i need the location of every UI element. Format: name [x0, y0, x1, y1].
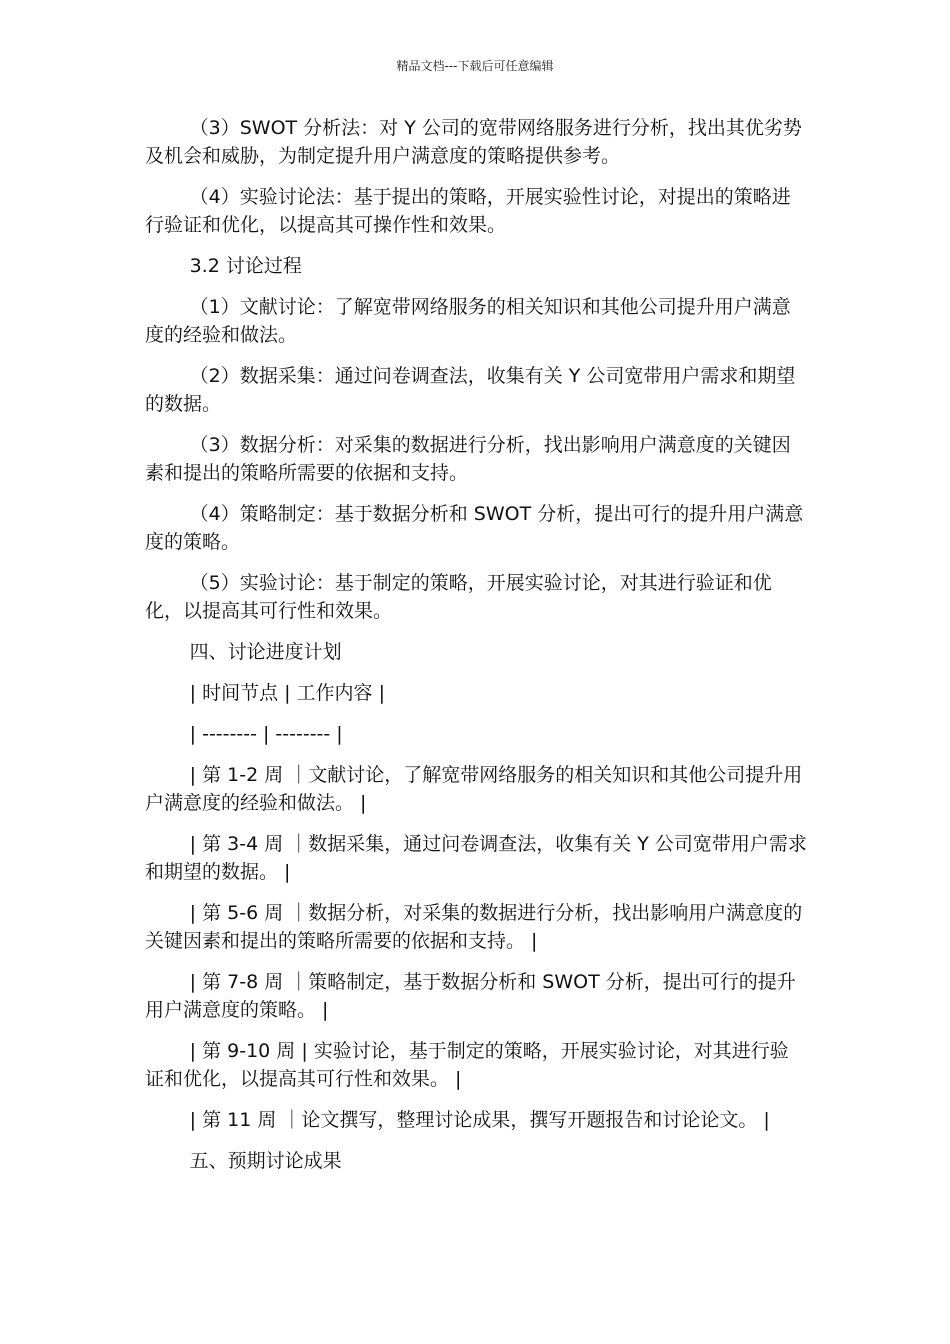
section-heading-3-2: 3.2 讨论过程 [189, 255, 302, 277]
paragraph-data-analysis: （3）数据分析：对采集的数据进行分析，找出影响用户满意度的关键因素和提出的策略所需要的依据和支持。 [145, 434, 791, 484]
paragraph-experiment-method: （4）实验讨论法：基于提出的策略，开展实验性讨论，对提出的策略进行验证和优化，以提高其可操作性和效果。 [145, 186, 791, 236]
table-row: | 第 3-4 周 ｜数据采集，通过问卷调查法，收集有关 Y 公司宽带用户需求和期望的数据。 | [145, 833, 807, 883]
paragraph-experiment: （5）实验讨论：基于制定的策略，开展实验讨论，对其进行验证和优化，以提高其可行性和效果。 [145, 572, 772, 622]
table-row: | 第 1-2 周 ｜文献讨论，了解宽带网络服务的相关知识和其他公司提升用户满意度的经验和做法。 | [145, 764, 803, 814]
section-heading-5: 五、预期讨论成果 [189, 1150, 342, 1172]
paragraph-strategy: （4）策略制定：基于数据分析和 SWOT 分析，提出可行的提升用户满意度的策略。 [145, 503, 804, 553]
document-body [145, 114, 807, 1188]
table-row: | 第 9-10 周 | 实验讨论，基于制定的策略，开展实验讨论，对其进行验证和优化，以提高其可行性和效果。 | [145, 1040, 789, 1090]
table-row: | 第 11 周 ｜论文撰写，整理讨论成果，撰写开题报告和讨论论文。 | [189, 1109, 770, 1131]
table-header-row: | 时间节点 | 工作内容 | [189, 682, 386, 704]
paragraph-swot-method: （3）SWOT 分析法：对 Y 公司的宽带网络服务进行分析，找出其优劣势及机会和威胁，为制定提升用户满意度的策略提供参考。 [145, 117, 802, 167]
section-heading-4: 四、讨论进度计划 [189, 641, 342, 663]
page-header: 精品文档---下载后可任意编辑 [396, 59, 554, 73]
table-separator-row: | -------- | -------- | [189, 723, 343, 745]
paragraph-literature: （1）文献讨论：了解宽带网络服务的相关知识和其他公司提升用户满意度的经验和做法。 [145, 296, 791, 346]
paragraph-data-collection: （2）数据采集：通过问卷调查法，收集有关 Y 公司宽带用户需求和期望的数据。 [145, 365, 796, 415]
table-row: | 第 7-8 周 ｜策略制定，基于数据分析和 SWOT 分析，提出可行的提升用户满意度的策略。 | [145, 971, 796, 1021]
table-row: | 第 5-6 周 ｜数据分析，对采集的数据进行分析，找出影响用户满意度的关键因素和提出的策略所需要的依据和支持。 | [145, 902, 803, 952]
